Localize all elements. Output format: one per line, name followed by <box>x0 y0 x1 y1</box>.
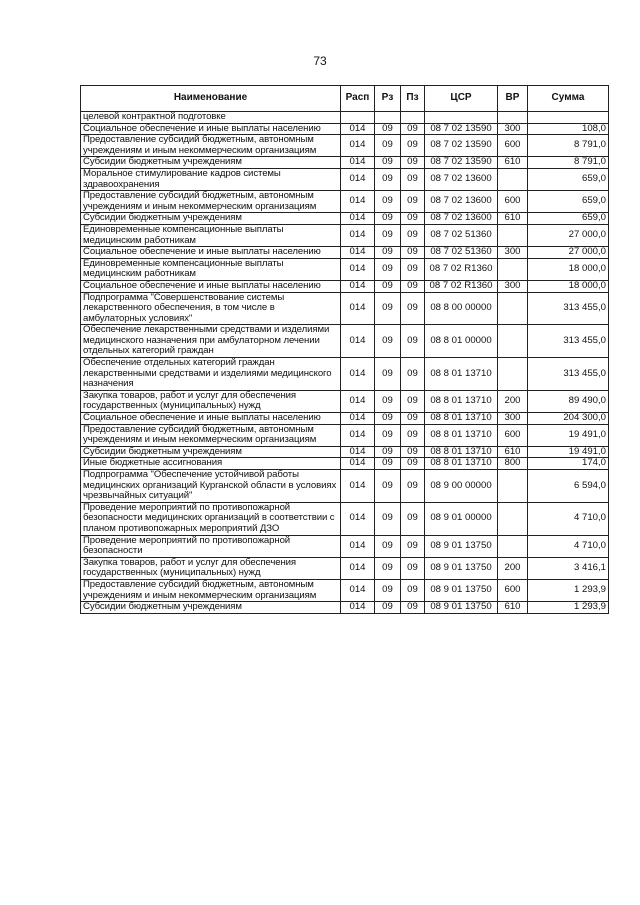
cell-sum: 174,0 <box>528 458 609 470</box>
cell-sum: 6 594,0 <box>528 470 609 503</box>
cell-vr <box>498 502 528 535</box>
cell-name: Единовременные компенсационные выплаты медицинским работникам <box>81 224 341 246</box>
cell-sum: 204 300,0 <box>528 413 609 425</box>
cell-name: Субсидии бюджетным учреждениям <box>81 213 341 225</box>
cell-vr <box>498 112 528 124</box>
cell-rasp: 014 <box>341 446 375 458</box>
cell-rz: 09 <box>375 123 401 135</box>
cell-rasp: 014 <box>341 157 375 169</box>
table-row <box>81 557 609 579</box>
cell-rasp: 014 <box>341 325 375 358</box>
cell-rasp: 014 <box>341 135 375 157</box>
cell-name: Обеспечение лекарственными средствами и изделиями медицинского назначения при амбулаторном лечении отдельных категорий граждан <box>81 325 341 358</box>
cell-rz: 09 <box>375 579 401 601</box>
cell-name: Закупка товаров, работ и услуг для обеспечения государственных (муниципальных) нужд <box>81 557 341 579</box>
cell-name: Социальное обеспечение и иные выплаты населению <box>81 413 341 425</box>
cell-rz: 09 <box>375 358 401 391</box>
cell-pz: 09 <box>401 579 425 601</box>
cell-name: Социальное обеспечение и иные выплаты населению <box>81 123 341 135</box>
cell-csr: 08 8 00 00000 <box>425 292 498 325</box>
cell-csr: 08 7 02 13600 <box>425 168 498 190</box>
cell-rz: 09 <box>375 470 401 503</box>
table-row <box>81 135 609 157</box>
cell-rasp <box>341 112 375 124</box>
cell-rz: 09 <box>375 258 401 280</box>
cell-rasp: 014 <box>341 579 375 601</box>
cell-pz: 09 <box>401 535 425 557</box>
cell-vr: 610 <box>498 213 528 225</box>
cell-csr: 08 7 02 13590 <box>425 123 498 135</box>
cell-sum: 659,0 <box>528 168 609 190</box>
table-row <box>81 390 609 412</box>
cell-sum: 313 455,0 <box>528 325 609 358</box>
cell-csr: 08 9 01 13750 <box>425 535 498 557</box>
cell-name: Проведение мероприятий по противопожарной безопасности <box>81 535 341 557</box>
cell-sum: 8 791,0 <box>528 135 609 157</box>
header-name: Наименование <box>81 86 341 112</box>
cell-name: Единовременные компенсационные выплаты медицинским работникам <box>81 258 341 280</box>
cell-rasp: 014 <box>341 470 375 503</box>
cell-vr: 610 <box>498 602 528 614</box>
cell-sum: 4 710,0 <box>528 535 609 557</box>
cell-rasp: 014 <box>341 390 375 412</box>
cell-name: Предоставление субсидий бюджетным, автономным учреждениям и иным некоммерческим организациям <box>81 424 341 446</box>
cell-pz: 09 <box>401 280 425 292</box>
cell-sum: 3 416,1 <box>528 557 609 579</box>
cell-rz <box>375 112 401 124</box>
cell-rasp: 014 <box>341 123 375 135</box>
table-row <box>81 579 609 601</box>
table-row <box>81 424 609 446</box>
cell-name: Предоставление субсидий бюджетным, автономным учреждениям и иным некоммерческим организациям <box>81 579 341 601</box>
cell-pz: 09 <box>401 247 425 259</box>
cell-rz: 09 <box>375 168 401 190</box>
cell-rz: 09 <box>375 247 401 259</box>
cell-csr: 08 7 02 13590 <box>425 135 498 157</box>
cell-rz: 09 <box>375 535 401 557</box>
table-row <box>81 458 609 470</box>
cell-rasp: 014 <box>341 247 375 259</box>
cell-rz: 09 <box>375 213 401 225</box>
cell-csr: 08 9 01 13750 <box>425 602 498 614</box>
cell-rz: 09 <box>375 458 401 470</box>
cell-vr <box>498 470 528 503</box>
cell-sum: 313 455,0 <box>528 292 609 325</box>
cell-vr: 800 <box>498 458 528 470</box>
cell-sum: 1 293,9 <box>528 579 609 601</box>
cell-sum: 659,0 <box>528 213 609 225</box>
cell-vr: 610 <box>498 446 528 458</box>
cell-rasp: 014 <box>341 424 375 446</box>
table-row <box>81 292 609 325</box>
cell-pz: 09 <box>401 292 425 325</box>
cell-name: Моральное стимулирование кадров системы здравоохранения <box>81 168 341 190</box>
table-row <box>81 224 609 246</box>
cell-pz: 09 <box>401 123 425 135</box>
cell-rz: 09 <box>375 413 401 425</box>
cell-vr: 300 <box>498 247 528 259</box>
cell-rz: 09 <box>375 602 401 614</box>
cell-sum: 18 000,0 <box>528 280 609 292</box>
cell-rz: 09 <box>375 424 401 446</box>
table-row <box>81 123 609 135</box>
cell-sum: 108,0 <box>528 123 609 135</box>
cell-csr: 08 7 02 13590 <box>425 157 498 169</box>
cell-sum: 27 000,0 <box>528 224 609 246</box>
cell-rasp: 014 <box>341 502 375 535</box>
cell-vr <box>498 258 528 280</box>
cell-pz: 09 <box>401 213 425 225</box>
cell-pz: 09 <box>401 413 425 425</box>
cell-vr: 200 <box>498 390 528 412</box>
cell-csr: 08 8 01 13710 <box>425 424 498 446</box>
cell-pz: 09 <box>401 358 425 391</box>
cell-pz: 09 <box>401 424 425 446</box>
table-row <box>81 112 609 124</box>
cell-name: Иные бюджетные ассигнования <box>81 458 341 470</box>
table-row <box>81 157 609 169</box>
cell-sum: 1 293,9 <box>528 602 609 614</box>
header-rz: Рз <box>375 86 401 112</box>
cell-sum: 313 455,0 <box>528 358 609 391</box>
cell-rasp: 014 <box>341 458 375 470</box>
cell-csr <box>425 112 498 124</box>
cell-rz: 09 <box>375 390 401 412</box>
cell-rz: 09 <box>375 135 401 157</box>
cell-vr: 600 <box>498 579 528 601</box>
cell-rasp: 014 <box>341 280 375 292</box>
cell-rasp: 014 <box>341 224 375 246</box>
cell-sum: 18 000,0 <box>528 258 609 280</box>
cell-name: Социальное обеспечение и иные выплаты населению <box>81 280 341 292</box>
header-vr: ВР <box>498 86 528 112</box>
cell-pz: 09 <box>401 325 425 358</box>
cell-sum: 27 000,0 <box>528 247 609 259</box>
cell-rz: 09 <box>375 191 401 213</box>
cell-csr: 08 7 02 13600 <box>425 213 498 225</box>
cell-vr <box>498 292 528 325</box>
cell-csr: 08 9 00 00000 <box>425 470 498 503</box>
cell-rasp: 014 <box>341 602 375 614</box>
cell-rasp: 014 <box>341 535 375 557</box>
cell-name: Социальное обеспечение и иные выплаты населению <box>81 247 341 259</box>
cell-pz: 09 <box>401 458 425 470</box>
table-body <box>81 112 609 614</box>
cell-rasp: 014 <box>341 191 375 213</box>
cell-vr: 300 <box>498 280 528 292</box>
cell-rasp: 014 <box>341 168 375 190</box>
table-row <box>81 280 609 292</box>
cell-csr: 08 7 02 13600 <box>425 191 498 213</box>
budget-table <box>80 85 609 614</box>
cell-sum: 89 490,0 <box>528 390 609 412</box>
cell-vr: 610 <box>498 157 528 169</box>
cell-rz: 09 <box>375 292 401 325</box>
header-rasp: Расп <box>341 86 375 112</box>
cell-csr: 08 7 02 R1360 <box>425 258 498 280</box>
cell-name: Субсидии бюджетным учреждениям <box>81 446 341 458</box>
cell-rz: 09 <box>375 157 401 169</box>
cell-rz: 09 <box>375 224 401 246</box>
cell-vr: 300 <box>498 123 528 135</box>
table-row <box>81 325 609 358</box>
cell-rasp: 014 <box>341 292 375 325</box>
cell-pz: 09 <box>401 502 425 535</box>
cell-pz: 09 <box>401 135 425 157</box>
page-number: 73 <box>313 54 327 68</box>
cell-vr <box>498 358 528 391</box>
cell-pz: 09 <box>401 557 425 579</box>
cell-rz: 09 <box>375 325 401 358</box>
cell-csr: 08 9 01 13750 <box>425 579 498 601</box>
cell-name: Предоставление субсидий бюджетным, автономным учреждениям и иным некоммерческим организациям <box>81 135 341 157</box>
cell-sum: 659,0 <box>528 191 609 213</box>
cell-vr <box>498 535 528 557</box>
header-sum: Сумма <box>528 86 609 112</box>
cell-rz: 09 <box>375 557 401 579</box>
table-row <box>81 413 609 425</box>
cell-rasp: 014 <box>341 258 375 280</box>
table-row <box>81 258 609 280</box>
cell-sum: 8 791,0 <box>528 157 609 169</box>
cell-vr: 200 <box>498 557 528 579</box>
cell-pz: 09 <box>401 390 425 412</box>
table-header-row <box>81 86 609 112</box>
table-row <box>81 470 609 503</box>
table-row <box>81 446 609 458</box>
cell-rasp: 014 <box>341 557 375 579</box>
cell-name: Предоставление субсидий бюджетным, автономным учреждениям и иным некоммерческим организациям <box>81 191 341 213</box>
cell-name: Закупка товаров, работ и услуг для обеспечения государственных (муниципальных) нужд <box>81 390 341 412</box>
cell-name: Подпрограмма "Совершенствование системы лекарственного обеспечения, в том числе в амбулаторных условиях" <box>81 292 341 325</box>
cell-name: Обеспечение отдельных категорий граждан лекарственными средствами и изделиями медицинского назначения <box>81 358 341 391</box>
cell-csr: 08 8 01 13710 <box>425 413 498 425</box>
table-row <box>81 168 609 190</box>
cell-pz: 09 <box>401 446 425 458</box>
cell-vr: 600 <box>498 135 528 157</box>
cell-vr: 600 <box>498 191 528 213</box>
cell-name: Субсидии бюджетным учреждениям <box>81 602 341 614</box>
cell-name: Субсидии бюджетным учреждениям <box>81 157 341 169</box>
cell-vr <box>498 168 528 190</box>
cell-sum: 19 491,0 <box>528 424 609 446</box>
cell-pz: 09 <box>401 168 425 190</box>
header-csr: ЦСР <box>425 86 498 112</box>
table-row <box>81 535 609 557</box>
cell-rasp: 014 <box>341 358 375 391</box>
table-row <box>81 247 609 259</box>
cell-csr: 08 7 02 51360 <box>425 224 498 246</box>
cell-csr: 08 8 01 13710 <box>425 458 498 470</box>
cell-pz: 09 <box>401 224 425 246</box>
cell-sum <box>528 112 609 124</box>
cell-name: целевой контрактной подготовке <box>81 112 341 124</box>
cell-csr: 08 7 02 51360 <box>425 247 498 259</box>
cell-vr: 600 <box>498 424 528 446</box>
cell-rasp: 014 <box>341 413 375 425</box>
table-row <box>81 191 609 213</box>
cell-csr: 08 8 01 13710 <box>425 358 498 391</box>
cell-csr: 08 8 01 13710 <box>425 446 498 458</box>
table-row <box>81 502 609 535</box>
table-row <box>81 213 609 225</box>
cell-csr: 08 8 01 00000 <box>425 325 498 358</box>
cell-vr: 300 <box>498 413 528 425</box>
cell-pz: 09 <box>401 470 425 503</box>
cell-name: Подпрограмма "Обеспечение устойчивой работы медицинских организаций Курганской области в условиях чрезвычайных ситуаций" <box>81 470 341 503</box>
header-pz: Пз <box>401 86 425 112</box>
cell-rz: 09 <box>375 502 401 535</box>
table-row <box>81 358 609 391</box>
cell-name: Проведение мероприятий по противопожарной безопасности медицинских организаций в соответствии с планом противопожарных мероприятий ДЗО <box>81 502 341 535</box>
cell-pz: 09 <box>401 602 425 614</box>
cell-pz <box>401 112 425 124</box>
cell-sum: 4 710,0 <box>528 502 609 535</box>
cell-rz: 09 <box>375 446 401 458</box>
cell-rz: 09 <box>375 280 401 292</box>
cell-pz: 09 <box>401 191 425 213</box>
cell-csr: 08 9 01 00000 <box>425 502 498 535</box>
cell-vr <box>498 224 528 246</box>
cell-rasp: 014 <box>341 213 375 225</box>
cell-csr: 08 7 02 R1360 <box>425 280 498 292</box>
cell-pz: 09 <box>401 258 425 280</box>
cell-pz: 09 <box>401 157 425 169</box>
cell-csr: 08 9 01 13750 <box>425 557 498 579</box>
cell-csr: 08 8 01 13710 <box>425 390 498 412</box>
table-row <box>81 602 609 614</box>
cell-sum: 19 491,0 <box>528 446 609 458</box>
cell-vr <box>498 325 528 358</box>
